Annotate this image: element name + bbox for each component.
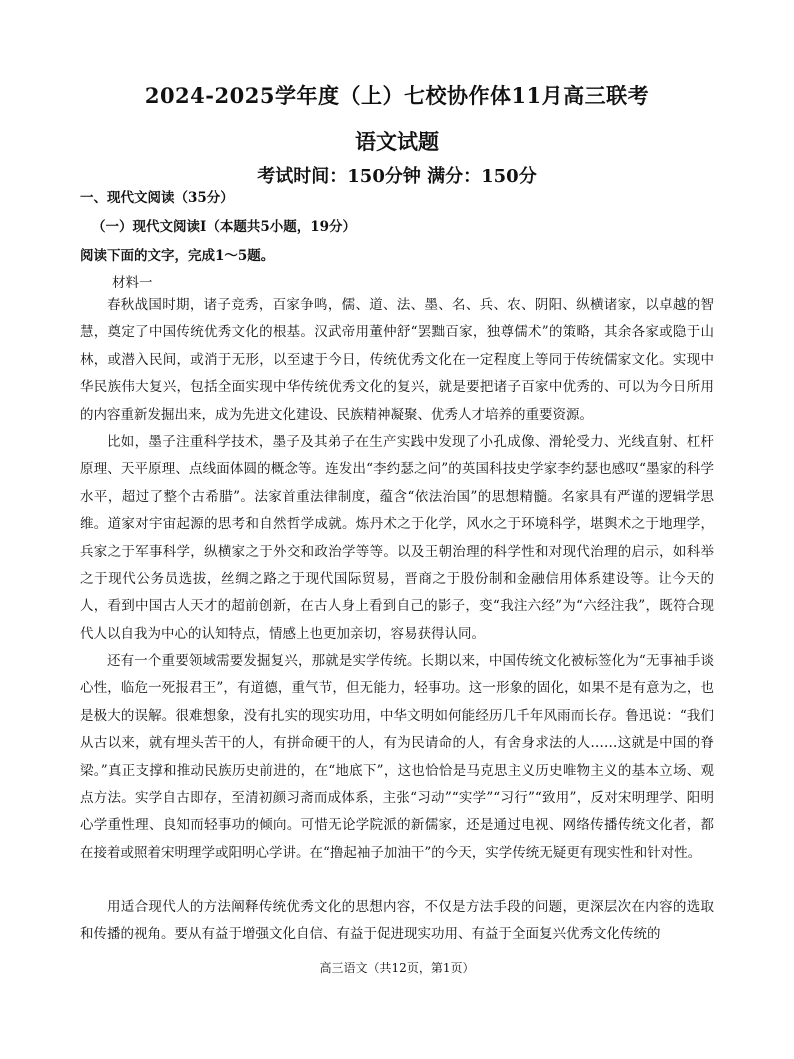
material-label: 材料一	[112, 275, 153, 291]
subsection-heading: （一）现代文阅读I（本题共5小题，19分）	[92, 219, 356, 235]
section-heading: 一、现代文阅读（35分）	[80, 190, 234, 206]
reading-instruction: 阅读下面的文字，完成1～5题。	[80, 248, 275, 264]
paragraph	[80, 894, 714, 949]
paragraph-text: 春秋战国时期，诸子竞秀，百家争鸣，儒、道、法、墨、名、兵、农、阴阳、纵横诸家，以卓越的智慧，奠定了中国传统优秀文化的根基。汉武帝用董仲舒“罢黜百家，独尊儒术”的策略，其余各家或隐于山林，或潜入民间，或消于无形，以至逮于今日，传统优秀文化在一定程度上等同于传统儒家文化。实现中华民族伟大复兴，包括全面实现中华传统优秀文化的复兴，就是要把诸子百家中优秀的、可以为今日所用的内容重新发掘出来，成为先进文化建设、民族精神凝聚、优秀人才培养的重要资源。	[80, 297, 714, 423]
paragraph-text: 比如，墨子注重科学技术，墨子及其弟子在生产实践中发现了小孔成像、滑轮受力、光线直射、杠杆原理、天平原理、点线面体圆的概念等。连发出“李约瑟之问”的英国科技史学家李约瑟也感叹“墨家的科学水平，超过了整个古希腊”。法家首重法律制度，蕴含“依法治国”的思想精髓。名家具有严谨的逻辑学思维。道家对宇宙起源的思考和自然哲学成就。炼丹术之于化学，风水之于环境科学，堪舆术之于地理学，兵家之于军事科学，纵横家之于外交和政治学等等。以及王朝治理的科学性和对现代治理的启示，如科举之于现代公务员选拔，丝绸之路之于现代国际贸易，晋商之于股份制和金融信用体系建设等。让今天的人，看到中国古人天才的超前创新，在古人身上看到自己的影子，变“我注六经”为“六经注我”，既符合现代人以自我为中心的认知特点，情感上也更加亲切，容易获得认同。	[80, 434, 714, 642]
paragraph	[80, 648, 714, 867]
subject-title: 语文试题	[355, 129, 439, 154]
paragraph	[80, 292, 714, 429]
paragraph-text: 用适合现代人的方法阐释传统优秀文化的思想内容，不仅是方法手段的问题，更深层次在内容的选取和传播的视角。要从有益于增强文化自信、有益于促进现实功用、有益于全面复兴优秀文化传统的	[80, 899, 714, 943]
paragraph	[80, 429, 714, 648]
exam-title: 2024-2025学年度（上）七校协作体11月高三联考	[144, 83, 650, 108]
exam-info: 考试时间：150分钟 满分：150分	[257, 166, 537, 187]
paragraph-text: 还有一个重要领域需要发掘复兴，那就是实学传统。长期以来，中国传统文化被标签化为“无事袖手谈心性，临危一死报君王”，有道德，重气节，但无能力，轻事功。这一形象的固化，如果不是有意为之，也是极大的误解。很难想象，没有扎实的现实功用，中华文明如何能经历几千年风雨而长存。鲁迅说：“我们从古以来，就有埋头苦干的人，有拼命硬干的人，有为民请命的人，有舍身求法的人……这就是中国的脊梁。”真正支撑和推动民族历史前进的，在“地底下”，这也恰恰是马克思主义历史唯物主义的基本立场、观点方法。实学自古即存，至清初颜习斋而成体系，主张“习动”“实学”“习行”“致用”，反对宋明理学、阳明心学重性理、良知而轻事功的倾向。可惜无论学院派的新儒家，还是通过电视、网络传播传统文化者，都在接着或照着宋明理学或阳明心学讲。在“撸起袖子加油干”的今天，实学传统无疑更有现实性和针对性。	[80, 653, 714, 861]
page-footer: 高三语文（共12页，第1页）	[319, 961, 475, 975]
